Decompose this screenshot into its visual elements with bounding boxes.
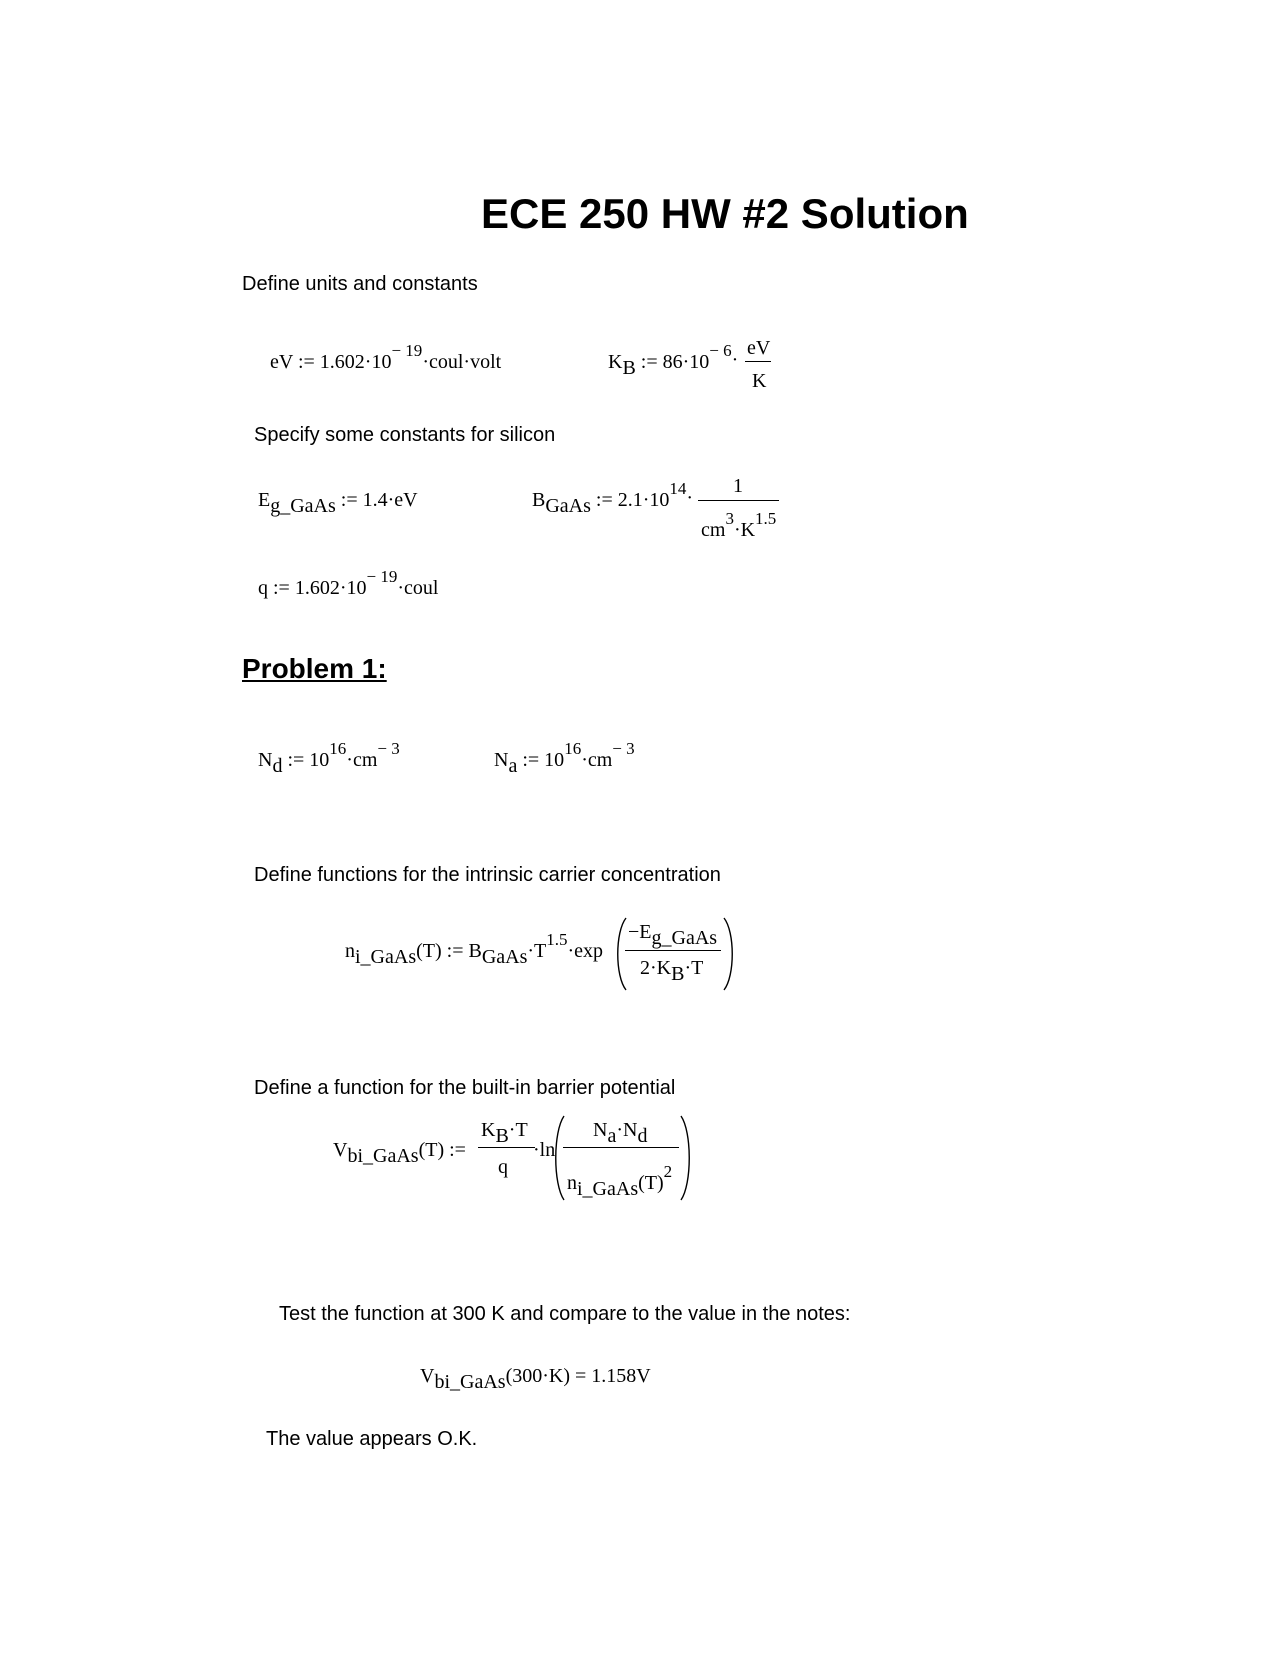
eq-test-rhs: (300·K) = 1.158V bbox=[505, 1365, 651, 1387]
eq-test-sub: bi_GaAs bbox=[434, 1371, 506, 1393]
eq-kb-fraction-bar bbox=[745, 361, 771, 362]
eq-b bbox=[532, 479, 694, 517]
eq-test-lhs: V bbox=[420, 1365, 435, 1387]
eq-kb-assign: := 86·10 bbox=[635, 351, 710, 373]
eq-vbi-f1-num-suffix: ·T bbox=[508, 1119, 528, 1141]
eq-ni-den bbox=[640, 957, 704, 985]
eq-vbi-f2-fraction-bar bbox=[563, 1147, 679, 1148]
eq-vbi-f1-den: q bbox=[498, 1156, 508, 1178]
eq-ev-lhs: eV := 1.602·10 bbox=[270, 351, 392, 373]
eq-b-sub: GaAs bbox=[545, 495, 591, 517]
eq-ni-b-sub: GaAs bbox=[481, 946, 528, 968]
eq-nd-sub: d bbox=[272, 755, 283, 777]
eq-na-unit-exp: − 3 bbox=[612, 739, 635, 758]
eq-vbi-f2-den bbox=[567, 1162, 673, 1200]
eq-eg bbox=[258, 489, 418, 517]
eq-vbi-f1-num bbox=[481, 1119, 528, 1147]
test-label: Test the function at 300 K and compare to the value in the notes: bbox=[279, 1303, 851, 1325]
eq-nd-lhs: N bbox=[258, 749, 273, 771]
eq-b-fraction-bar bbox=[698, 500, 779, 501]
eq-ev-exp: − 19 bbox=[391, 341, 423, 360]
eq-q-unit: ·coul bbox=[397, 577, 439, 599]
silicon-label: Specify some constants for silicon bbox=[254, 424, 556, 446]
eq-eg-lhs: E bbox=[258, 489, 271, 511]
eq-ni-den-sub: B bbox=[671, 963, 685, 985]
conclusion-label: The value appears O.K. bbox=[266, 1428, 478, 1450]
eq-b-assign: := 2.1·10 bbox=[590, 489, 670, 511]
intrinsic-label: Define functions for the intrinsic carrier concentration bbox=[254, 864, 721, 886]
eq-nd bbox=[258, 739, 400, 777]
eq-vbi-f2-den-prefix: n bbox=[567, 1172, 577, 1194]
eq-q bbox=[258, 567, 439, 599]
eq-ni-num-sub: g_GaAs bbox=[651, 927, 718, 949]
eq-na-assign: := 10 bbox=[517, 749, 565, 771]
eq-vbi-f2-num-a: N bbox=[593, 1119, 608, 1141]
eq-kb-exp: − 6 bbox=[709, 341, 732, 360]
eq-vbi-f2-num-a-sub: a bbox=[607, 1125, 617, 1147]
eq-vbi-right-paren bbox=[679, 1114, 695, 1202]
eq-ni-fraction-bar bbox=[625, 950, 721, 951]
eq-vbi-f2-num bbox=[593, 1119, 648, 1147]
eq-ni-num bbox=[628, 921, 718, 949]
eq-ni-num-prefix: −E bbox=[628, 921, 652, 943]
eq-nd-unit-exp: − 3 bbox=[377, 739, 400, 758]
eq-ni-sub: i_GaAs bbox=[355, 946, 417, 968]
eq-b-num: 1 bbox=[733, 475, 743, 497]
eq-vbi-f2-den-sub: i_GaAs bbox=[577, 1178, 639, 1200]
barrier-label: Define a function for the built-in barrier potential bbox=[254, 1077, 676, 1099]
eq-na-lhs: N bbox=[494, 749, 509, 771]
eq-na-exp: 16 bbox=[564, 739, 582, 758]
eq-ni-t-exp: 1.5 bbox=[546, 930, 568, 949]
eq-q-lhs: q := 1.602·10 bbox=[258, 577, 367, 599]
eq-kb-sub: B bbox=[622, 357, 636, 379]
eq-eg-sub: g_GaAs bbox=[270, 495, 336, 517]
eq-vbi-f2-den-exp: 2 bbox=[663, 1162, 673, 1181]
document-title: ECE 250 HW #2 Solution bbox=[481, 190, 969, 237]
eq-q-exp: − 19 bbox=[366, 567, 398, 586]
eq-b-lhs: B bbox=[532, 489, 546, 511]
eq-na-unit: ·cm bbox=[581, 749, 613, 771]
eq-ni bbox=[345, 930, 604, 968]
eq-na-sub: a bbox=[508, 755, 518, 777]
eq-kb bbox=[608, 341, 739, 379]
eq-kb-lhs: K bbox=[608, 351, 623, 373]
eq-b-exp: 14 bbox=[669, 479, 687, 498]
eq-kb-dot: · bbox=[731, 349, 739, 371]
eq-vbi-f1-num-prefix: K bbox=[481, 1119, 496, 1141]
eq-ev bbox=[270, 341, 502, 373]
eq-b-den-k-exp: 1.5 bbox=[755, 509, 777, 528]
eq-vbi-f1-fraction-bar bbox=[478, 1147, 535, 1148]
eq-vbi-left-paren bbox=[550, 1114, 566, 1202]
units-label: Define units and constants bbox=[242, 273, 478, 295]
eq-b-den-cm: cm bbox=[701, 519, 726, 541]
eq-ni-t: ·T bbox=[527, 940, 547, 962]
eq-ni-den-suffix: ·T bbox=[684, 957, 704, 979]
eq-vbi-f1-num-sub: B bbox=[495, 1125, 509, 1147]
eq-b-den-cm-exp: 3 bbox=[725, 509, 734, 528]
eq-ni-left-paren bbox=[612, 916, 628, 992]
eq-ni-right-paren bbox=[722, 916, 738, 992]
eq-vbi-f2-den-suffix: (T) bbox=[638, 1172, 664, 1194]
eq-ev-unit: ·coul·volt bbox=[422, 351, 502, 373]
eq-na bbox=[494, 739, 635, 777]
eq-ni-exp-fn: ·exp bbox=[567, 940, 604, 962]
eq-b-dot: · bbox=[686, 487, 694, 509]
eq-vbi-lhs: V bbox=[333, 1139, 348, 1161]
eq-nd-unit: ·cm bbox=[346, 749, 378, 771]
eq-ni-den-prefix: 2·K bbox=[640, 957, 672, 979]
eq-ni-lhs: n bbox=[345, 940, 355, 962]
eq-ni-arg: (T) := B bbox=[416, 940, 482, 962]
eq-vbi-sub: bi_GaAs bbox=[347, 1145, 419, 1167]
eq-eg-rhs: := 1.4·eV bbox=[335, 489, 418, 511]
eq-nd-exp: 16 bbox=[329, 739, 347, 758]
eq-vbi bbox=[333, 1139, 466, 1167]
eq-b-den bbox=[701, 509, 777, 541]
eq-vbi-arg: (T) := bbox=[418, 1139, 466, 1161]
eq-kb-num: eV bbox=[747, 337, 771, 359]
eq-vbi-ln: ·ln bbox=[533, 1139, 556, 1161]
eq-nd-assign: := 10 bbox=[282, 749, 330, 771]
eq-vbi-f2-num-dot: ·N bbox=[616, 1119, 638, 1141]
problem-heading: Problem 1: bbox=[242, 653, 387, 684]
eq-test bbox=[420, 1365, 651, 1393]
eq-vbi-f2-num-d-sub: d bbox=[637, 1125, 648, 1147]
eq-kb-den: K bbox=[752, 370, 767, 392]
eq-b-den-k: ·K bbox=[733, 519, 756, 541]
